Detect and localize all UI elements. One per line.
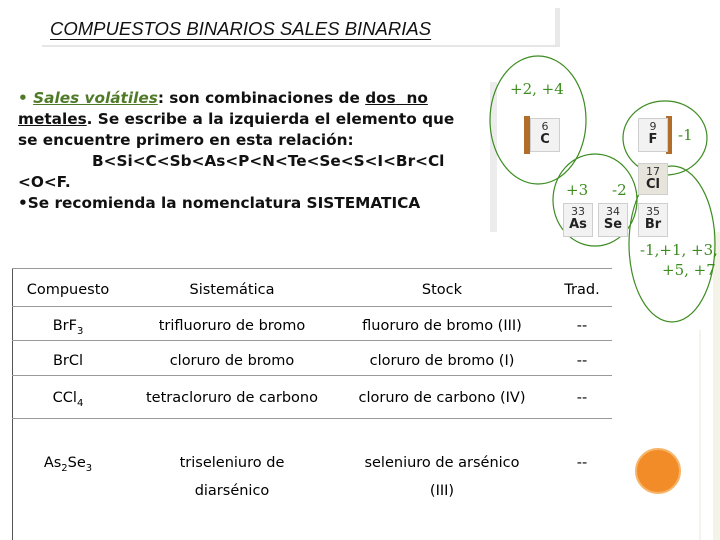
electronegativity-order: B<Si<C<Sb<As<P<N<Te<Se<S<I<Br<Cl [92, 152, 445, 170]
element-symbol: Se [603, 217, 623, 232]
systematic-name: trifluoruro de bromo [158, 318, 306, 334]
stock-name: cloruro de carbono (IV) [358, 390, 526, 406]
note-fluorine-state: -1 [678, 126, 693, 144]
atomic-number: 33 [571, 205, 585, 218]
note-halogen-states-2: +5, +7 [662, 261, 716, 279]
word-no: no [406, 89, 428, 107]
header-sistematica: Sistemática [189, 282, 275, 298]
body-line-6: •Se recomienda la nomenclatura SISTEMATICA [18, 194, 421, 212]
header-compuesto: Compuesto [26, 282, 110, 298]
systematic-name-line-2: diarsénico [194, 483, 270, 499]
systematic-name: triseleniuro de [179, 455, 285, 471]
atomic-number: 35 [646, 205, 660, 218]
element-tile-selenium [598, 203, 628, 237]
atomic-number: 34 [606, 205, 620, 218]
term-sales-volatiles: Sales volátiles [33, 89, 158, 107]
table-row-rule [12, 375, 612, 376]
atomic-number: 17 [646, 165, 660, 178]
title-shadow [555, 8, 560, 46]
compound-formula: BrCl [52, 353, 84, 369]
compound-formula: CCl$_4$ [52, 390, 84, 409]
stock-name: seleniuro de arsénico [364, 455, 520, 471]
element-tile-fluorine [638, 118, 668, 152]
table-header-rule [12, 306, 612, 307]
atomic-number: 6 [541, 120, 549, 133]
word-metales: metales [18, 110, 87, 128]
body-text-1: : son combinaciones de [157, 89, 366, 107]
traditional-name: -- [576, 390, 588, 406]
compound-formula: $As_2Se_3$ [43, 455, 93, 474]
slide-body-text [18, 88, 490, 214]
element-tile-chlorine [638, 163, 668, 195]
table-row-rule [12, 418, 612, 419]
slide-title: COMPUESTOS BINARIOS SALES BINARIAS [50, 18, 432, 39]
note-carbon-states: +2, +4 [510, 80, 564, 98]
systematic-name: cloruro de bromo [169, 353, 295, 369]
stock-name: cloruro de bromo (I) [369, 353, 515, 369]
body-line-2-rest: . Se escribe a la izquierda el elemento que [86, 110, 455, 128]
word-dos: dos [365, 89, 396, 107]
note-group15-state: +3 [566, 181, 589, 199]
atomic-number: 9 [649, 120, 657, 133]
element-symbol: Cl [646, 177, 660, 192]
element-symbol: As [569, 217, 587, 232]
header-trad: Trad. [564, 282, 600, 298]
note-halogen-states-1: -1,+1, +3, [640, 241, 718, 259]
traditional-name: -- [576, 353, 588, 369]
element-symbol: Br [644, 217, 662, 232]
element-tile-bromine [638, 203, 668, 237]
header-stock: Stock [421, 282, 463, 298]
traditional-name: -- [576, 455, 588, 471]
stock-name: fluoruro de bromo (III) [362, 318, 522, 334]
element-tile-arsenic [563, 203, 593, 237]
bullet-1: • [18, 89, 28, 107]
traditional-name: -- [576, 318, 588, 334]
body-line-1 [18, 88, 490, 109]
stock-name-line-2: (III) [429, 483, 455, 499]
element-tile-carbon [530, 118, 560, 152]
table-row-rule [12, 340, 612, 341]
body-line-2 [18, 109, 490, 130]
table-top-rule [12, 268, 612, 269]
compound-formula: BrF$_3$ [52, 318, 84, 337]
note-group16-state: -2 [612, 181, 627, 199]
element-symbol: C [540, 132, 550, 147]
systematic-name: tetracloruro de carbono [146, 390, 318, 406]
body-line-3: se encuentre primero en esta relación: [18, 131, 354, 149]
element-symbol: F [648, 132, 658, 147]
body-line-5: <O<F. [18, 173, 71, 191]
